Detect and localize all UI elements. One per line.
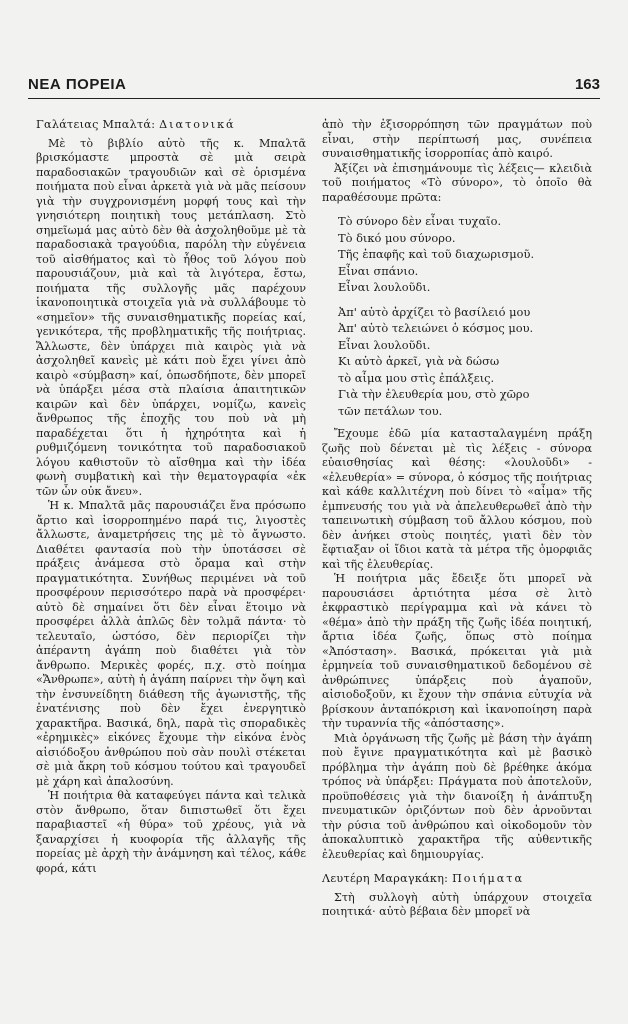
- paragraph: Ἡ ποιήτρια θὰ καταφεύγει πάντα καὶ τελικὰ στὸν ἄνθρωπο, ὅταν διπιστωθεῖ ὅτι ἔχει παραβιαστεῖ «ἡ θύρα» τοῦ χρέους, γιὰ νὰ ξαναρχίσει ἡ κυοφορία τῆς ἀλλαγῆς τῆς πορείας μὲ ἀρχὴ τὴν ἀνάμνηση καὶ τέλος, κάθε φορά, κάτι: [36, 789, 306, 875]
- poem-quote: [338, 213, 592, 419]
- paragraph: ἀπὸ τὴν ἐξισορρόπηση τῶν πραγμάτων ποὺ εἶναι, στὴν περίπτωσή μας, συνέπεια συναισθηματικῆς ἰσορροπίας ἀπὸ καιρό.: [322, 118, 592, 160]
- header-rule: [28, 98, 600, 99]
- paragraph: Ἔχουμε ἐδῶ μία κατασταλαγμένη πράξη ζωῆς ποὺ δένεται μὲ τὶς λέξεις - σύνορα εὐαισθησίας καὶ θέσης: «λουλοῦδι» - «ἐλευθερία» = σύνορα, ὁ κόσμος τῆς ποιήτριας καὶ κάθε καλλιτέχνη ποὺ δίνει τὸ «αἷμα» τῆς ἐμπνευσής του γιὰ νὰ ἀπελευθερωθεῖ ἀπὸ τὴν ταπεινωτικὴ σύμβαση τοῦ ἄλλου κόσμου, ποὺ δὲν ἀνήκει στοὺς ποιητές, γιατὶ δὲν τὸν ἔφτιαξαν οἱ ἴδιοι κατὰ τὰ μέτρα τῆς ὀμορφιᾶς καὶ τῆς ἐλευθερίας.: [322, 427, 592, 571]
- verse-line: Τῆς ἐπαφῆς καὶ τοῦ διαχωρισμοῦ.: [338, 247, 535, 261]
- paragraph: Ἀξίζει νὰ ἐπισημάνουμε τὶς λέξεις— κλειδιὰ τοῦ ποιήματος «Τὸ σύνορο», τὸ ὁποῖο θὰ παραθέσουμε πρῶτα:: [322, 161, 592, 204]
- review-author: Λευτέρη Μαραγκάκη:: [322, 872, 449, 885]
- right-column: [322, 118, 592, 920]
- paragraph: Ἡ κ. Μπαλτᾶ μᾶς παρουσιάζει ἕνα πρόσωπο ἄρτιο καὶ ἰσορροπημένο παρά τις, λιγοστὲς ἄλλωστε, ἀναμετρήσεις της μὲ τὸ ἄγνωστο. Διαθέτει φαντασία ποὺ τὴν ὑποτάσσει σὲ πράξεις ἀνάμεσα στὸ ὄραμα καὶ στὴν πραγματικότητα. Συνήθως περιμένει νὰ τοῦ προσφέρουν περισσότερο παρὰ νὰ προσφέρει· αὐτὸ δὲ σημαίνει ὅτι δὲν εἶναι ἕτοιμο νὰ προσφέρει ἀλλὰ ἁπλῶς δὲν τολμᾶ πάντα· τὸ τελευταῖο, ὡστόσο, δὲν περιορίζει τὴν ἀπέραντη ἀγάπη ποὺ διαθέτει γιὰ τὸν ἄνθρωπο. Μερικὲς φορές, π.χ. στὸ ποίημα «Ἄνθρωπε», αὐτὴ ἡ ἀγάπη παίρνει τὴν ὄψη καὶ τὴν ἐνσυνείδητη διάθεση τῆς ἀγωνιστῆς, τῆς ἐνατένισης ποὺ δὲν ἔχει ἐνεργητικὸ χαρακτῆρα. Βασικά, δηλ, παρὰ τὶς σποραδικὲς «ἐρημικὲς» εἰκόνες ἔχουμε τὴν εἰκόνα ἑνὸς αἰσιόδοξου ἀνθρώπου ποὺ σὰν πουλὶ στέκεται σὲ μιὰ ἄκρη τοῦ κόσμου τούτου καὶ τραγουδεῖ μὲ χάρη καὶ ἀπαλοσύνη.: [36, 499, 306, 788]
- review-book-title: Ποιήματα: [452, 872, 524, 885]
- verse-line: Ἀπ' αὐτὸ τελειώνει ὁ κόσμος μου.: [338, 321, 534, 335]
- verse-line: Εἶναι λουλοῦδι.: [338, 337, 431, 352]
- verse-line: Τὸ δικό μου σύνορο.: [338, 230, 456, 245]
- journal-title: ΝΕΑ ΠΟΡΕΙΑ: [28, 76, 127, 93]
- paragraph: Μιὰ ὀργάνωση τῆς ζωῆς μὲ βάση τὴν ἀγάπη ποὺ ἔγινε πραγματικότητα καὶ μὲ βασικὸ πρόβλημα τὴν ἀγάπη ποὺ δὲ βρέθηκε ἀκόμα τρόπος νὰ ὑπάρξει: Πράγματα ποὺ ἀποτελοῦν, προϋποθέσεις γιὰ τὴν διανοίξη ἡ ἀνάπτυξη πνευματικῶν ὁριζόντων ποὺ δὲν ἀρνοῦνται τὴν ρύσια τοῦ ἀνθρώπου καὶ οἰκοδομοῦν τὸν ἀποκαλυπτικὸ χαρακτῆρα τῆς αὐθεντικῆς ἐλευθερίας καὶ δημιουργίας.: [322, 731, 592, 861]
- paragraph: Στὴ συλλογὴ αὐτὴ ὑπάρχουν στοιχεῖα ποιητικά· αὐτὸ βέβαια δὲν μπορεῖ νὰ: [322, 890, 592, 918]
- verse-line: Γιὰ τὴν ἐλευθερία μου, στὸ χῶρο: [338, 387, 530, 401]
- review-heading-baltas: [36, 118, 306, 133]
- verse-line: τὸ αἷμα μου στὶς ἐπάλξεις.: [338, 370, 495, 385]
- paragraph: Μὲ τὸ βιβλίο αὐτὸ τῆς κ. Μπαλτᾶ βρισκόμαστε μπροστὰ σὲ μιὰ σειρὰ παραδοσιακῶν τραγουδιῶν καὶ σὲ ὁρισμένα ποιήματα ποὺ εἶναι ἀρκετὰ γιὰ νὰ μᾶς πείσουν γιὰ τὴν συγχρονισμένη μορφή τους καὶ τὴν γνησιότερη ποιητικὴ τους μετάπλαση. Στὸ σημεῖωμά μας αὐτὸ δὲν θὰ ἀσχοληθοῦμε μὲ τὰ παραδοσιακὰ τραγούδια, παρόλη τὴν εὐγένεια τοῦ αἰσθήματος καὶ τὸ ἦθος τοῦ λόγου ποὺ παρουσιάζουν, μιὰ καὶ τὰ λιγότερα, ἔστω, ποιήματα τῆς συλλογῆς μᾶς παρέχουν ἱκανοποιητικὰ στοιχεῖα γιὰ νὰ συλλάβουμε τὸ «σημεῖον» τῆς συναισθηματικῆς πορείας καί, γενικότερα, τῆς προβληματικῆς τῆς ποιήτριας. Ἄλλωστε, δὲν ὑπάρχει πιὰ καιρὸς γιὰ νὰ ἀσχοληθεῖ κανεὶς μὲ κάτι ποὺ ἔχει γίνει ἀπὸ καιρὸ «σύμβαση» καί, ὁπωσδήποτε, δὲν μπορεῖ νὰ ὑπάρξει μέσα στὰ πλαίσια ἀπαιτητικῶν καιρῶν καὶ δὲν ὑπάρχει, νομίζω, κανεὶς ἄνθρωπος τῆς ἐποχῆς του ποὺ νὰ μὴ παραδέχεται ὅτι ἡ ἠχηρότητα καὶ ἡ ρυθμιζόμενη τονικότητα τοῦ παραδοσιακοῦ λόγου καθιστοῦν τὸ αἴσθημα καὶ τὴν ἰδέα φωνὴ συμβατικὴ καὶ τὴν θεματογραφία «ἐκ τῶν ὧν οὐκ ἄνευ».: [36, 136, 306, 498]
- review-heading-maragkakis: [322, 872, 592, 887]
- page-number: 163: [574, 76, 600, 93]
- review-book-title: Διατονικά: [159, 118, 236, 131]
- page-header: [28, 76, 600, 96]
- review-author: Γαλάτειας Μπαλτά:: [36, 118, 156, 131]
- paragraph: Ἡ ποιήτρια μᾶς ἔδειξε ὅτι μπορεῖ νὰ παρουσιάσει ἀρτιότητα μέσα σὲ λιτὸ ἐκφραστικὸ περίγραμμα καὶ νὰ κάνει τὸ «θέμα» ἀπὸ τὴν πράξη τῆς ζωῆς ἰδέα ποιητική, ἄρτια ἰδέα ζωῆς, ὅπως στὸ ποίημα «Ἀπόσταση». Βασικά, πρόκειται γιὰ μιὰ ἑρμηνεία τοῦ συναισθηματικοῦ δεδομένου σὲ ἀνθρώπινες ὑπάρξεις ποὺ ἀγαποῦν, αἰσιοδοξοῦν, κι ἔχουν τὴν σπάνια εὐτυχία νὰ βρίσκουν ἀνταπόκριση καὶ ἱκανοποίηση παρὰ τὴν τυραννία τῆς «ἀπόστασης».: [322, 572, 592, 730]
- verse-line: Κι αὐτὸ ἀρκεῖ, γιὰ νὰ δώσω: [338, 354, 500, 368]
- stanza-gap: [338, 296, 592, 304]
- verse-line: τῶν πετάλων του.: [338, 403, 443, 418]
- verse-line: Εἶναι λουλοῦδι.: [338, 280, 431, 294]
- verse-line: Εἶναι σπάνιο.: [338, 263, 419, 278]
- verse-line: Ἀπ' αὐτὸ ἀρχίζει τὸ βασίλειό μου: [338, 304, 531, 319]
- left-column: [36, 118, 306, 876]
- verse-line: Τὸ σύνορο δὲν εἶναι τυχαῖο.: [338, 214, 502, 228]
